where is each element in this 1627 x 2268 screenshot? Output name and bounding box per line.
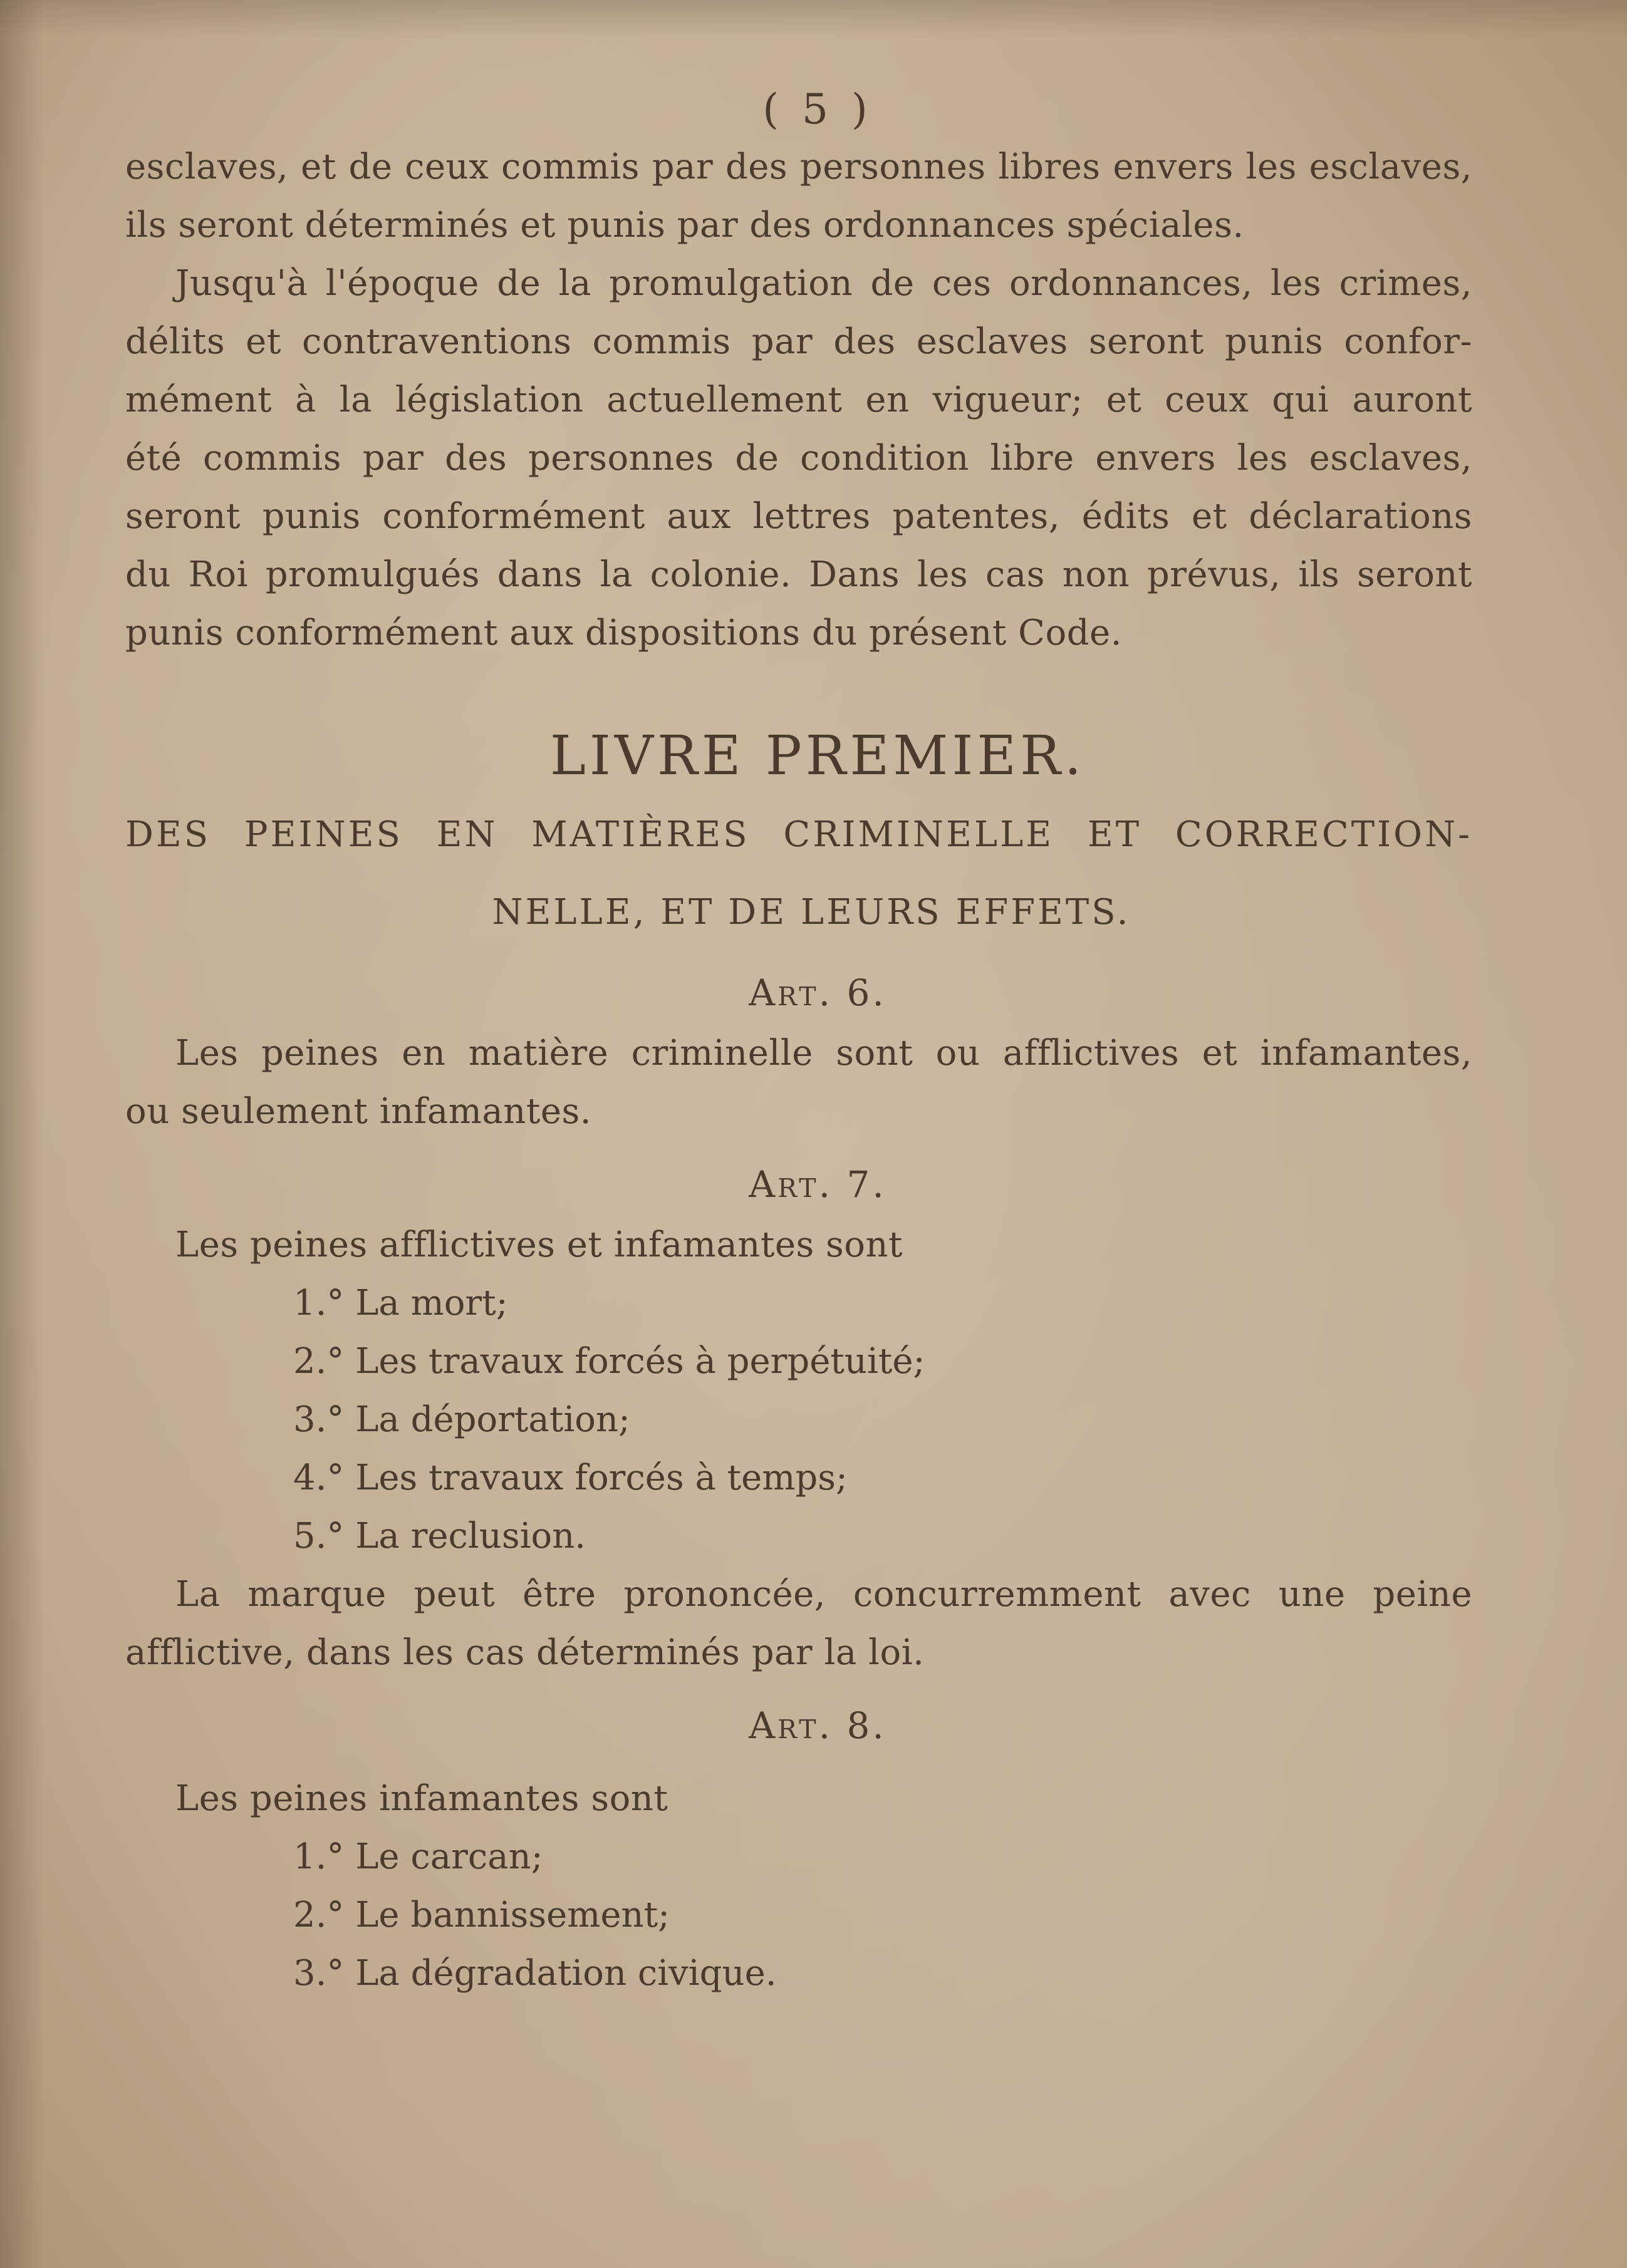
list-item: 2.° Les travaux forcés à perpétuité;	[293, 1341, 925, 1382]
text-line: du Roi promulgués dans la colonie. Dans les cas non prévus, ils seront	[125, 554, 1472, 595]
list-item: 5.° La reclusion.	[293, 1516, 586, 1556]
page-edge-shadow	[0, 0, 44, 2268]
list-item: 3.° La dégradation civique.	[293, 1953, 777, 1994]
text-line: afflictive, dans les cas déterminés par la loi.	[125, 1632, 925, 1673]
article-6-heading	[163, 961, 1472, 1024]
article-number: 6.	[846, 971, 886, 1014]
spacer	[125, 1757, 1472, 1769]
text-line: seront punis conformément aux lettres patentes, édits et déclarations	[125, 496, 1472, 537]
text-line: été commis par des personnes de condition libre envers les esclaves,	[125, 438, 1472, 479]
page-top-shadow	[0, 0, 1627, 38]
article-7-heading	[163, 1153, 1472, 1216]
text-line: délits et contraventions commis par des esclaves seront punis confor-	[125, 321, 1472, 362]
list-item: 1.° La mort;	[293, 1283, 508, 1323]
text-block	[125, 81, 1472, 2002]
text-line: ou seulement infamantes.	[125, 1091, 592, 1132]
article-8-heading	[163, 1694, 1472, 1757]
text-line: mément à la législation actuellement en vigueur; et ceux qui auront	[125, 380, 1472, 420]
text-line: esclaves, et de ceux commis par des personnes libres envers les esclaves,	[125, 147, 1472, 187]
list-item: 2.° Le bannissement;	[293, 1895, 670, 1935]
intro-paragraphs	[125, 138, 1472, 662]
article-label: Art.	[749, 1163, 833, 1206]
text-line: Les peines afflictives et infamantes sont	[175, 1225, 903, 1265]
list-item: 3.° La déportation;	[293, 1399, 630, 1440]
text-line: Les peines infamantes sont	[175, 1778, 668, 1819]
livre-title: LIVRE PREMIER.	[549, 725, 1086, 787]
article-number: 7.	[846, 1163, 886, 1206]
page-number: ( 5 )	[762, 85, 873, 133]
livre-subtitle-line-1: DES PEINES EN MATIÈRES CRIMINELLE ET CORRECTION-	[125, 814, 1472, 855]
article-label: Art.	[749, 1704, 833, 1747]
text-line: Jusqu'à l'époque de la promulgation de ces ordonnances, les crimes,	[175, 263, 1472, 304]
article-label: Art.	[749, 971, 833, 1014]
text-line: La marque peut être prononcée, concurremment avec une peine	[175, 1574, 1472, 1615]
text-line: Les peines en matière criminelle sont ou afflictives et infamantes,	[175, 1033, 1472, 1074]
text-line: ils seront déterminés et punis par des ordonnances spéciales.	[125, 205, 1244, 246]
livre-subtitle-line-2: NELLE, ET DE LEURS EFFETS.	[492, 892, 1131, 933]
text-line: punis conformément aux dispositions du présent Code.	[125, 613, 1122, 653]
list-item: 4.° Les travaux forcés à temps;	[293, 1458, 848, 1498]
article-number: 8.	[846, 1704, 886, 1747]
list-item: 1.° Le carcan;	[293, 1836, 543, 1877]
